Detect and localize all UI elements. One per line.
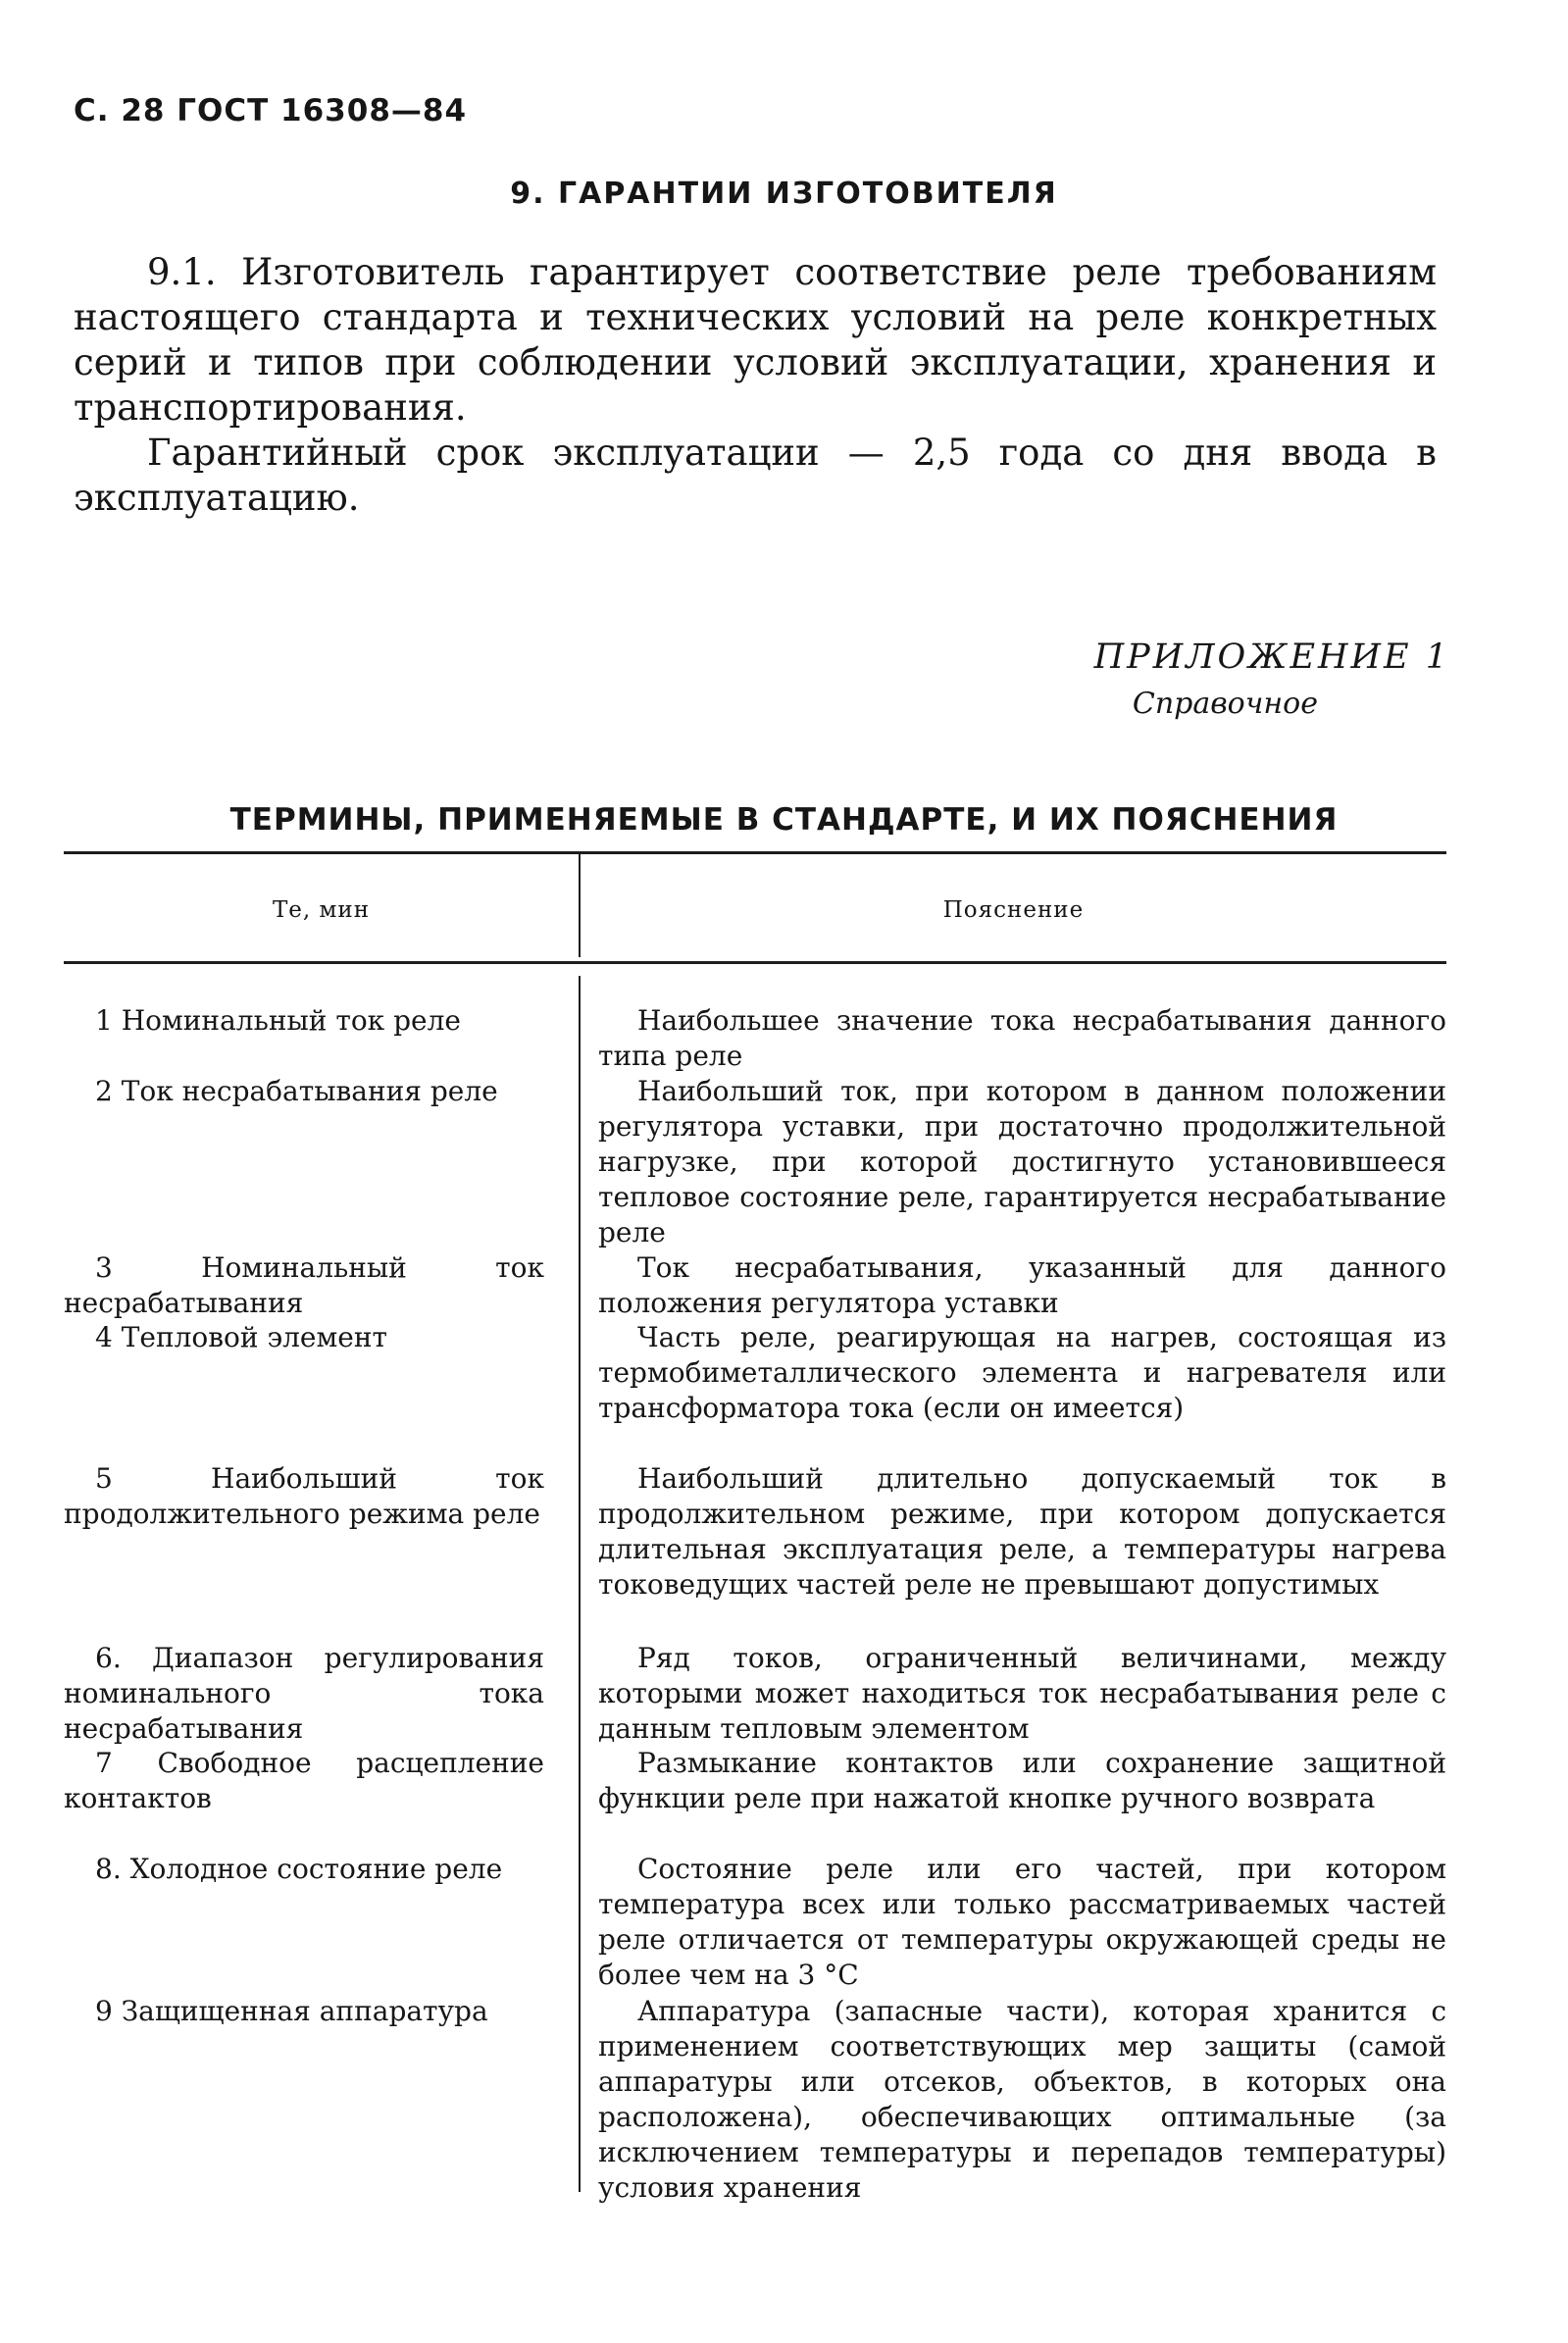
explanation-cell: Наибольший ток, при котором в данном положении регулятора уставки, при достаточно продолжительной нагрузке, при которой достигнуто установившееся тепловое состояние реле, гарантируется несрабатывание реле [598, 1075, 1446, 1248]
term-cell: 3 Номинальный ток несрабатывания [64, 1251, 544, 1319]
term-cell: 9 Защищенная аппаратура [95, 1995, 488, 2027]
explanation-cell: Наибольшее значение тока несрабатывания данного типа реле [598, 1004, 1446, 1072]
column-header-explanation: Пояснение [942, 897, 1085, 923]
paragraph-guarantee: 9.1. Изготовитель гарантирует соответствие реле требованиям настоящего стандарта и технических условий на реле конкретных серий и типов при соблюдении условий эксплуатации, хранения и транспортирования. [74, 251, 1437, 429]
appendix-title: ТЕРМИНЫ, ПРИМЕНЯЕМЫЕ В СТАНДАРТЕ, И ИХ ПОЯСНЕНИЯ [229, 802, 1339, 838]
term-cell: 4 Тепловой элемент [95, 1321, 387, 1353]
term-cell: 2 Ток несрабатывания реле [95, 1075, 498, 1107]
appendix-type: Справочное [1132, 687, 1318, 721]
section-title: 9. ГАРАНТИИ ИЗГОТОВИТЕЛЯ [510, 177, 1058, 211]
explanation-cell: Состояние реле или его частей, при котором температура всех или только рассматриваемых частей реле отличается от температуры окружающей среды не более чем на 3 °С [598, 1853, 1446, 1991]
page-header: С. 28 ГОСТ 16308—84 [74, 93, 468, 128]
term-cell: 6. Диапазон регулирования номинального тока несрабатывания [64, 1642, 544, 1745]
appendix-label: ПРИЛОЖЕНИЕ 1 [1093, 637, 1450, 677]
explanation-cell: Часть реле, реагирующая на нагрев, состоящая из термобиметаллического элемента и нагревателя или трансформатора тока (если он имеется) [598, 1321, 1446, 1424]
term-cell: 5 Наибольший ток продолжительного режима реле [64, 1462, 544, 1530]
paragraph-warranty-period: Гарантийный срок эксплуатации — 2,5 года со дня ввода в эксплуатацию. [74, 432, 1437, 519]
table-top-rule [64, 851, 1446, 854]
explanation-cell: Размыкание контактов или сохранение защитной функции реле при нажатой кнопке ручного возврата [598, 1747, 1446, 1814]
explanation-cell: Наибольший длительно допускаемый ток в продолжительном режиме, при котором допускается длительная эксплуатация реле, а температуры нагрева токоведущих частей реле не превышают допустимых [598, 1462, 1446, 1601]
term-cell: 7 Свободное расцепление контактов [64, 1747, 544, 1814]
explanation-cell: Ток несрабатывания, указанный для данного положения регулятора уставки [598, 1251, 1446, 1319]
body-column-divider [579, 976, 581, 2192]
explanation-cell: Аппаратура (запасные части), которая хранится с применением соответствующих мер защиты (самой аппаратуры или отсеков, объектов, в которых она расположена), обеспечивающих оптимальные (за исключением температуры и перепадов температуры) условия хранения [598, 1995, 1446, 2204]
column-header-term: Те, мин [272, 897, 371, 923]
explanation-cell: Ряд токов, ограниченный величинами, между которыми может находиться ток несрабатывания реле с данным тепловым элементом [598, 1642, 1446, 1745]
table-header-rule [64, 961, 1446, 964]
term-cell: 8. Холодное состояние реле [95, 1853, 503, 1885]
section-body [74, 250, 1437, 521]
term-cell: 1 Номинальный ток реле [95, 1004, 461, 1037]
